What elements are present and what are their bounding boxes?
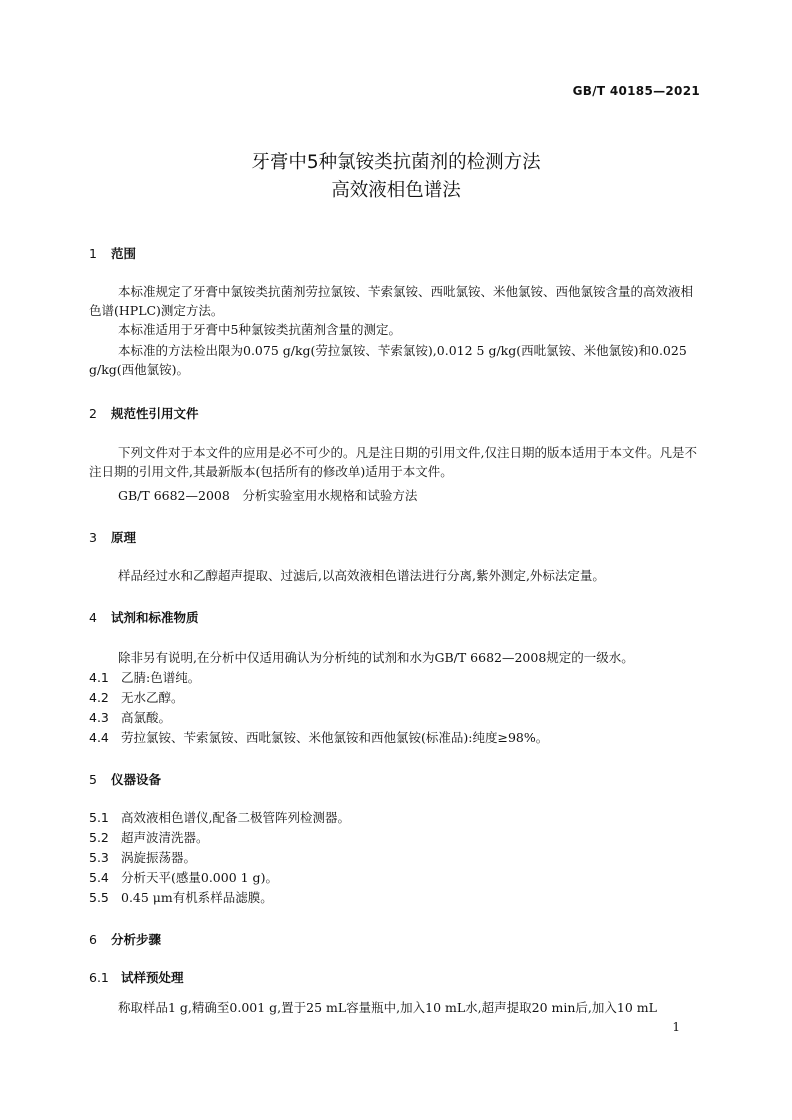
section-heading-4 [89, 608, 199, 626]
list-item [89, 828, 209, 846]
section-heading-5 [89, 770, 161, 788]
item-number: 5.4 [89, 870, 109, 885]
item-text: 高效液相色谱仪,配备二极管阵列检测器。 [121, 810, 350, 825]
item-number: 5.2 [89, 830, 109, 845]
item-number: 4.4 [89, 730, 109, 745]
paragraph: 样品经过水和乙醇超声提取、过滤后,以高效液相色谱法进行分离,紫外测定,外标法定量。 [118, 568, 605, 583]
list-item [89, 668, 200, 686]
subsection-number: 6.1 [89, 970, 109, 985]
document-subtitle: 高效液相色谱法 [331, 180, 461, 201]
paragraph: 称取样品1 g,精确至0.001 g,置于25 mL容量瓶中,加入10 mL水,超声提取20 min后,加入10 mL [118, 1000, 657, 1015]
section-heading-1 [89, 244, 136, 262]
section-heading-2 [89, 404, 199, 422]
list-item [89, 728, 548, 746]
section-title: 试剂和标准物质 [111, 610, 199, 625]
item-text: 0.45 μm有机系样品滤膜。 [121, 890, 273, 905]
item-text: 超声波清洗器。 [121, 830, 209, 845]
section-number: 4 [89, 610, 97, 625]
section-title: 仪器设备 [111, 772, 162, 787]
list-item [89, 888, 273, 906]
item-number: 4.1 [89, 670, 109, 685]
section-title: 范围 [111, 246, 137, 261]
section-title: 原理 [111, 530, 137, 545]
list-item [89, 848, 196, 866]
item-number: 4.3 [89, 710, 109, 725]
section-number: 1 [89, 246, 97, 261]
section-number: 5 [89, 772, 97, 787]
item-text: 无水乙醇。 [121, 690, 184, 705]
item-text: 分析天平(感量0.000 1 g)。 [121, 870, 278, 885]
document-title: 牙膏中5种氯铵类抗菌剂的检测方法 [251, 152, 541, 173]
paragraph: 本标准适用于牙膏中5种氯铵类抗菌剂含量的测定。 [118, 322, 401, 337]
list-item [89, 688, 184, 706]
item-number: 5.1 [89, 810, 109, 825]
normative-reference: GB/T 6682—2008 分析实验室用水规格和试验方法 [118, 488, 418, 503]
subsection-title: 试样预处理 [121, 970, 184, 985]
list-item [89, 808, 350, 826]
section-number: 2 [89, 406, 97, 421]
subsection-heading-6-1 [89, 968, 184, 986]
item-text: 涡旋振荡器。 [121, 850, 197, 865]
section-heading-6 [89, 930, 161, 948]
paragraph: 本标准的方法检出限为0.075 g/kg(劳拉氯铵、苄索氯铵),0.012 5 g/kg(西吡氯铵、米他氯铵)和0.025 g/kg(西他氯铵)。 [89, 343, 687, 377]
standard-number: GB/T 40185—2021 [572, 84, 700, 98]
page-number: 1 [672, 1020, 680, 1034]
paragraph: 本标准规定了牙膏中氯铵类抗菌剂劳拉氯铵、苄索氯铵、西吡氯铵、米他氯铵、西他氯铵含量的高效液相色谱(HPLC)测定方法。 [89, 284, 694, 318]
item-text: 劳拉氯铵、苄索氯铵、西吡氯铵、米他氯铵和西他氯铵(标准品):纯度≥98%。 [121, 730, 549, 745]
section-title: 规范性引用文件 [111, 406, 199, 421]
list-item [89, 868, 278, 886]
list-item [89, 708, 171, 726]
item-text: 高氯酸。 [121, 710, 172, 725]
section-heading-3 [89, 528, 136, 546]
item-number: 5.3 [89, 850, 109, 865]
paragraph: 除非另有说明,在分析中仅适用确认为分析纯的试剂和水为GB/T 6682—2008规定的一级水。 [118, 650, 634, 665]
paragraph: 下列文件对于本文件的应用是必不可少的。凡是注日期的引用文件,仅注日期的版本适用于本文件。凡是不注日期的引用文件,其最新版本(包括所有的修改单)适用于本文件。 [89, 445, 697, 479]
section-number: 6 [89, 932, 97, 947]
item-number: 5.5 [89, 890, 109, 905]
item-text: 乙腈:色谱纯。 [121, 670, 201, 685]
section-title: 分析步骤 [111, 932, 162, 947]
item-number: 4.2 [89, 690, 109, 705]
section-number: 3 [89, 530, 97, 545]
